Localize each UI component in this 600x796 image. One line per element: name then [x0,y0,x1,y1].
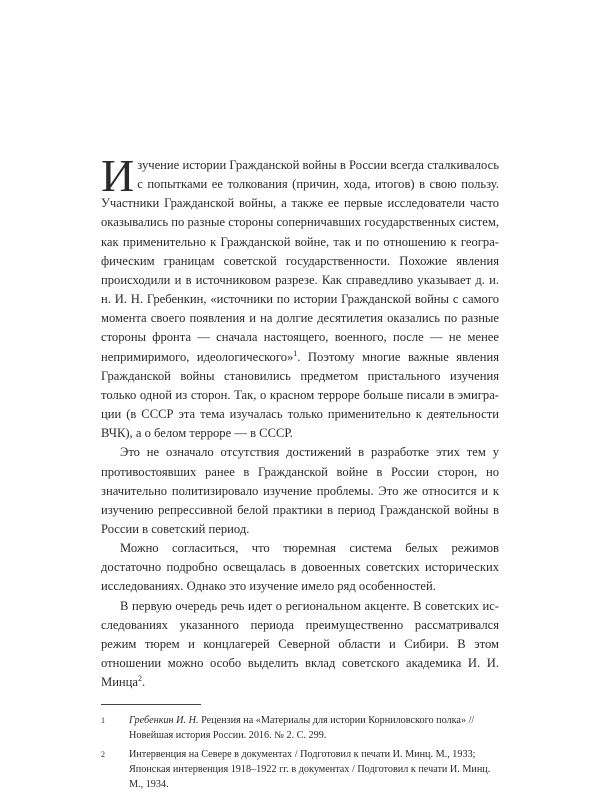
drop-cap: И [101,150,135,201]
paragraph-4-tail: . [142,675,146,690]
footnote-2-text: Интервенция на Севере в документах / Подготовил к печати И. Минц. М., 1933; Японская интервенция 1918–1922 гг. в документах / Подготовил к печати И. Минц. М., 1934. [129,749,491,791]
footnote-2-number: 2 [101,750,105,760]
footnote-1 [101,713,499,743]
footnote-1-body [129,713,499,743]
footnote-ref-1[interactable]: 1 [293,348,298,358]
paragraph-1-tail: . Поэтому многие важные явления Гражданской войны становились предметом пристального изучения только одной из сторон. Так, о красном терроре больше писали в эмиграции (в СССР эта тема изучалась только применительно к деятельности ВЧК), а о белом терроре — в СССР. [101,349,500,441]
footnote-divider [101,704,201,705]
paragraph-4 [101,597,499,693]
footnote-1-author: Гребенкин И. Н. [129,715,199,727]
footnote-2 [101,747,499,792]
footnote-1-number: 1 [101,716,105,726]
page-content [101,150,500,796]
paragraph-1 [101,150,500,443]
footnote-1-text: Рецензия на «Материалы для истории Корниловского полка» // Новейшая история России. 2016. № 2. С. 299. [129,715,475,742]
paragraph-1-text: зучение истории Гражданской войны в России всегда сталкивалось с попытками ее толкования (причин, хода, итогов) в свою пользу. Участники Гражданской войны, а также ее первые исследователи часто оказывались по разные стороны соперничавших государственных систем, как применительно к Гражданской войне, так и по отношению к географическим границам советской государственности. Похожие явления происходили и в источниковом разрезе. Как справедливо указывает д. и. н. И. Н. Гребенкин, «источники по истории Гражданской войны с самого момента своего появления и на долгие десятилетия оказались по разные стороны фронта — сначала настоящего, военного, после — не менее непримиримого, идеологического» [101,158,499,364]
footnote-ref-2[interactable]: 2 [138,674,143,684]
paragraph-3: Можно согласиться, что тюремная система белых режимов достаточно подробно освещалась в довоенных советских исторических исследованиях. Однако это изучение имело ряд особенностей. [101,541,499,594]
paragraph-2: Это не означало отсутствия достижений в разработке этих тем у противостоявших ранее в Гражданской войне в России сторон, но значительно политизировало изучение проблемы. Это же относится и к изучению репрессивной белой практики в период Гражданской войны в России в советский период. [101,445,499,536]
paragraph-4-text: В первую очередь речь идет о региональном акценте. В советских исследованиях указанного периода преимущественно рассматривался режим тюрем и концлагерей Северной области и Сибири. В этом отношении можно особо выделить вклад советского академика И. И. Минца [101,598,499,690]
